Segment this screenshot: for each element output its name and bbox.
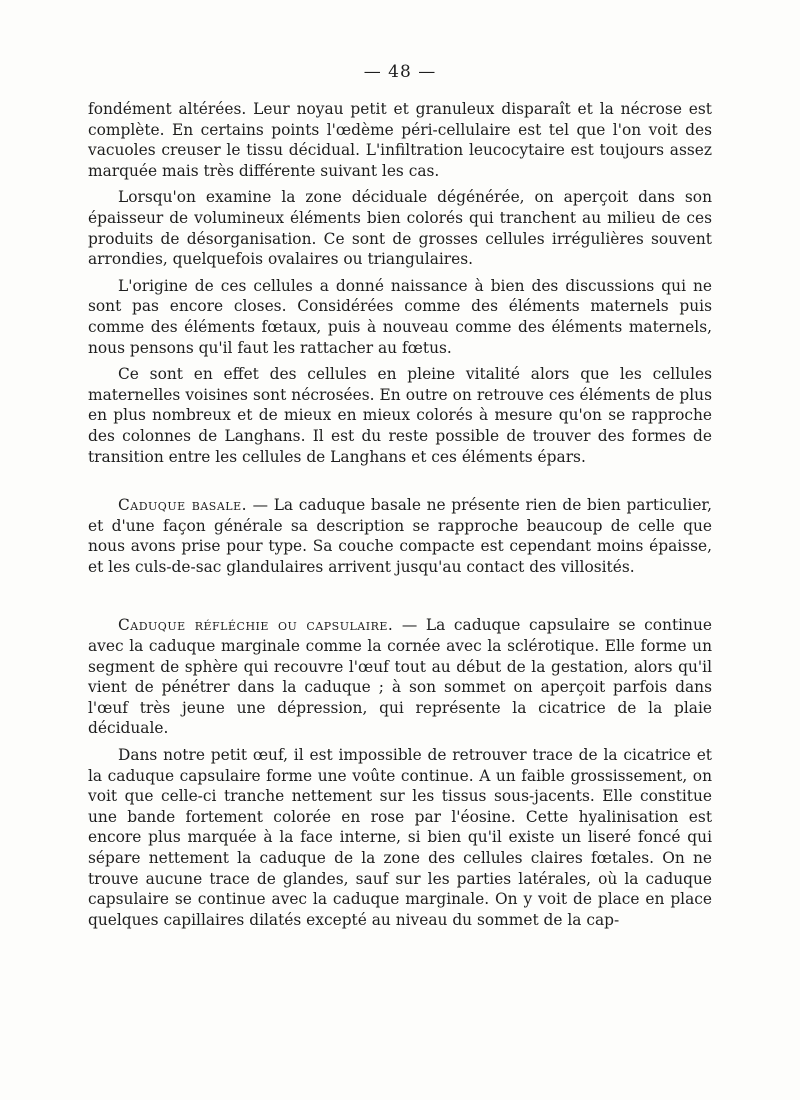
paragraph-degenerated-zone: Lorsqu'on examine la zone déciduale dégénérée, on aperçoit dans son épaisseur de volumineux éléments bien colorés qui tranchent au milieu de ces produits de désorganisation. Ce sont de grosses cellules irrégulières souvent arrondies, quelquefois ovalaires ou triangulaires. (88, 188, 712, 269)
page-number: — 48 — (363, 62, 437, 82)
paragraph-cell-origin: L'origine de ces cellules a donné naissance à bien des discussions qui ne sont pas encore closes. Considérées comme des éléments maternels puis comme des éléments fœtaux, puis à nouveau comme des éléments maternels, nous pensons qu'il faut les rattacher au fœtus. (88, 276, 712, 357)
paragraph-continuation: fondément altérées. Leur noyau petit et granuleux disparaît et la nécrose est complète. En certains points l'œdème péri-cellulaire est tel que l'on voit des vacuoles creuser le tissu décidual. L'infiltration leucocytaire est toujours assez marquée mais très différente suivant les cas. (88, 100, 712, 180)
body-text (88, 99, 712, 930)
section-caduque-reflechie (88, 615, 712, 739)
section-text-caduque-reflechie: — La caduque capsulaire se continue avec la caduque marginale comme la cornée avec la sclérotique. Elle forme un segment de sphère qui recouvre l'œuf tout au début de la gestation, alors qu'il vient de pénétrer dans la caduque ; à son sommet on aperçoit parfois dans l'œuf très jeune une dépression, qui représente la cicatrice de la plaie déciduale. (88, 616, 712, 738)
section-text-caduque-basale: — La caduque basale ne présente rien de bien particulier, et d'une façon générale sa description se rapproche beaucoup de celle que nous avons prise pour type. Sa couche compacte est cependant moins épaisse, et les culs-de-sac glandulaires arrivent jusqu'au contact des villosités. (88, 496, 712, 576)
section-caduque-basale (88, 495, 712, 577)
paragraph-petit-oeuf: Dans notre petit œuf, il est impossible de retrouver trace de la cicatrice et la caduque capsulaire forme une voûte continue. A un faible grossissement, on voit que celle-ci tranche nettement sur les tissus sous-jacents. Elle constitue une bande fortement colorée en rose par l'éosine. Cette hyalinisation est encore plus marquée à la face interne, si bien qu'il existe un liseré foncé qui sépare nettement la caduque de la zone des cellules claires fœtales. On ne trouve aucune trace de glandes, sauf sur les parties latérales, où la caduque capsulaire se continue avec la caduque marginale. On y voit de place en place quelques capillaires dilatés excepté au niveau du sommet de la cap- (88, 746, 712, 929)
paragraph-cell-vitality: Ce sont en effet des cellules en pleine vitalité alors que les cellules maternelles voisines sont nécrosées. En outre on retrouve ces éléments de plus en plus nombreux et de mieux en mieux colorés à mesure qu'on se rapproche des colonnes de Langhans. Il est du reste possible de trouver des formes de transition entre les cellules de Langhans et ces éléments épars. (88, 365, 712, 466)
section-heading-caduque-basale: Caduque basale. (118, 496, 248, 515)
section-heading-caduque-reflechie: Caduque réfléchie ou capsulaire. (118, 616, 394, 635)
